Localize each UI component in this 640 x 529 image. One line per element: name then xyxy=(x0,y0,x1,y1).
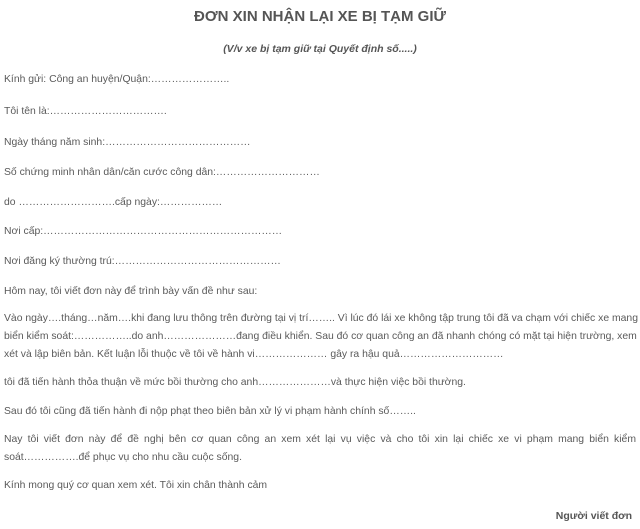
document-subtitle: (V/v xe bị tạm giữ tại Quyết định số.....) xyxy=(223,43,417,55)
birthdate-field: Ngày tháng năm sinh:…………………………………… xyxy=(4,137,251,148)
compensation-paragraph: tôi đã tiến hành thỏa thuận về mức bồi thường cho anh…………………và thực hiện việc bồi thường. xyxy=(4,377,466,388)
intro-paragraph: Hôm nay, tôi viết đơn này để trình bày vấn đề như sau: xyxy=(4,286,258,297)
name-field: Tôi tên là:……………………………. xyxy=(4,106,167,117)
incident-line: xét và lập biên bản. Kết luận lỗi thuộc về tôi về hành vi………………… gây ra hậu quả………………………… xyxy=(4,349,504,360)
recipient-line: Kính gửi: Công an huyện/Quận:………………….. xyxy=(4,74,230,85)
closing-paragraph: Kính mong quý cơ quan xem xét. Tôi xin chân thành cảm xyxy=(4,480,268,491)
issue-place-field: Nơi cấp:…………………………………………………………… xyxy=(4,226,283,237)
residence-field: Nơi đăng ký thường trú:………………………………………… xyxy=(4,256,281,267)
fine-paragraph: Sau đó tôi cũng đã tiến hành đi nộp phạt theo biên bản xử lý vi phạm hành chính số…….. xyxy=(4,406,416,417)
document-title: ĐƠN XIN NHẬN LẠI XE BỊ TẠM GIỮ xyxy=(194,8,446,25)
id-number-field: Số chứng minh nhân dân/căn cước công dân:………………………… xyxy=(4,167,320,178)
incident-line: Vào ngày….tháng…năm….khi đang lưu thông trên đường tại vị trí…….. Vì lúc đó lái xe không tập trung tôi đã va chạm với chiếc xe mang xyxy=(4,313,638,324)
signature-label: Người viết đơn xyxy=(555,510,632,522)
request-line: soát…………….để phục vụ cho nhu cầu cuộc sống. xyxy=(4,452,242,463)
incident-paragraph xyxy=(4,310,636,364)
request-line: Nay tôi viết đơn này để đề nghị bên cơ quan công an xem xét lại vụ việc và cho tôi xin lại chiếc xe vi phạm mang biển kiểm xyxy=(4,434,636,445)
incident-line: biển kiểm soát:……………..do anh…………………đang điều khiển. Sau đó cơ quan công an đã nhanh chóng có mặt tại hiện trường, xem xyxy=(4,331,637,342)
request-paragraph xyxy=(4,431,636,467)
issued-by-field: do ……………………….cấp ngày:……………… xyxy=(4,197,223,208)
